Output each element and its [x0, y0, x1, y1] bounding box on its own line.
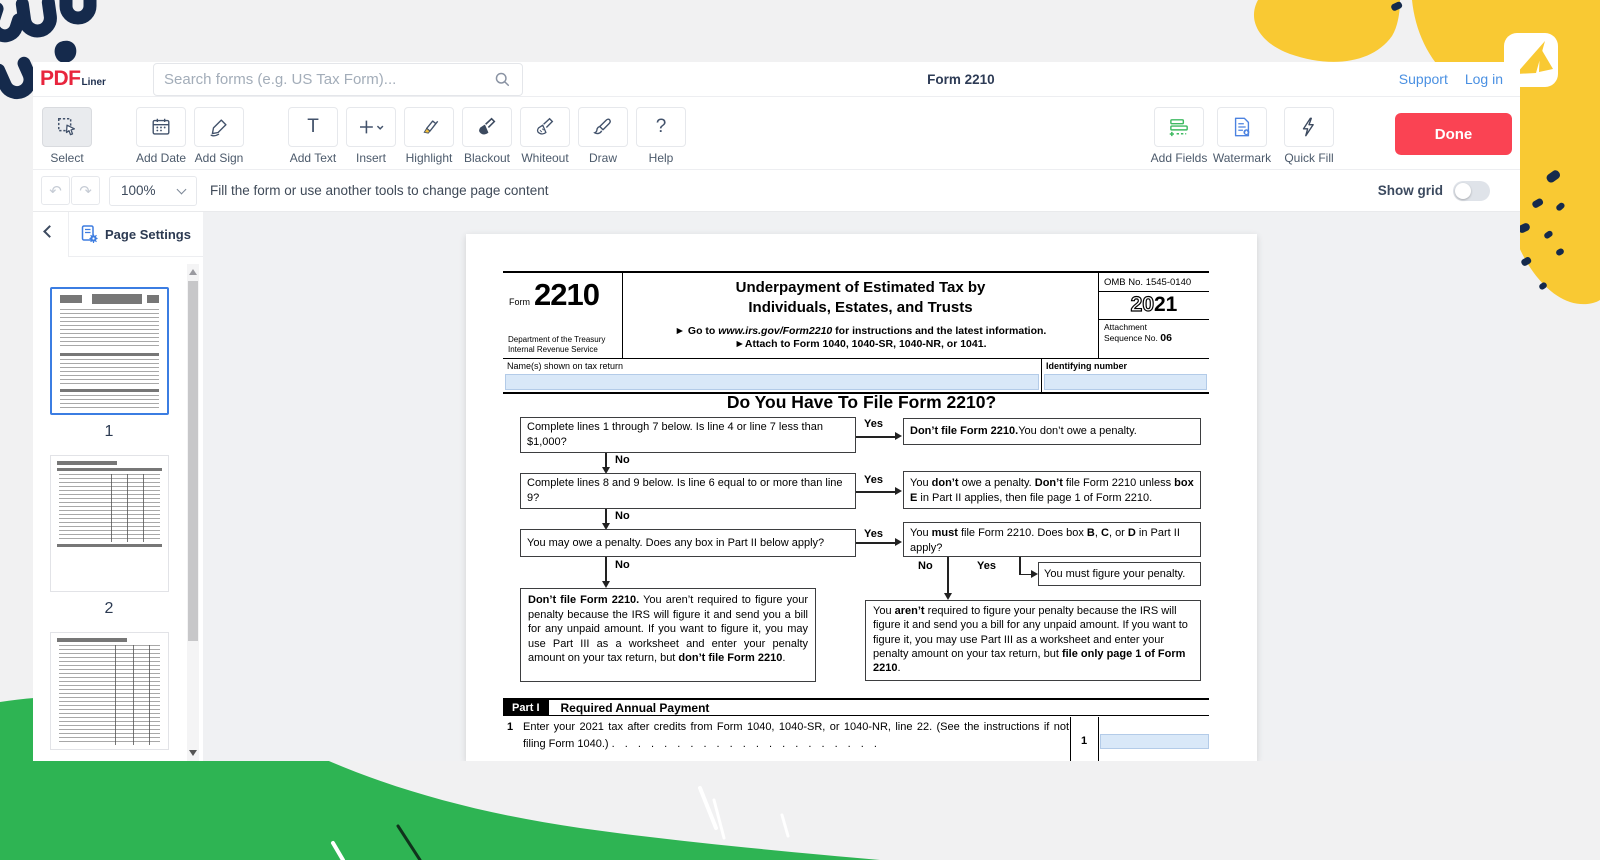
sidebar-scrollbar[interactable]: [187, 264, 199, 761]
scrollbar-thumb[interactable]: [188, 281, 198, 641]
zoom-select[interactable]: [109, 176, 197, 206]
arrow-right-icon: [895, 487, 902, 495]
calendar-icon: [150, 116, 172, 138]
arrow-down-icon: [602, 581, 610, 588]
dept-line1: Department of the Treasury: [508, 335, 606, 344]
yes-label-3: Yes: [864, 528, 883, 540]
plus-chevron-icon: [356, 116, 386, 138]
page-thumbnail-1[interactable]: [50, 287, 169, 415]
navy-comma: [55, 41, 77, 63]
add-date-button[interactable]: Add Date: [135, 107, 187, 169]
show-grid-label: Show grid: [1377, 183, 1443, 198]
redo-button[interactable]: [71, 176, 100, 205]
form-header: [503, 271, 1209, 394]
text-icon: T: [307, 116, 319, 137]
flowchart-title: Do You Have To File Form 2210?: [726, 392, 997, 412]
page-thumbnail-3[interactable]: [50, 632, 169, 750]
done-button[interactable]: Done: [1395, 113, 1512, 155]
line1-text: Enter your 2021 tax after credits from Form 1040, 1040-SR, or 1040-NR, line 22. (See the instructions if not filing Form 1040.) . . . . . . . . . . . . . . . . . . . . .: [523, 721, 1069, 750]
name-input-field[interactable]: [505, 374, 1039, 390]
help-button[interactable]: ? Help: [635, 107, 687, 169]
sequence-label: Sequence No. 06: [1104, 332, 1172, 344]
no-label-2: No: [615, 510, 630, 522]
flow-q1: Complete lines 1 through 7 below. Is line 4 or line 7 less than $1,000?: [520, 417, 856, 453]
arrow-right-icon: [1031, 570, 1038, 578]
page-thumbnail-2[interactable]: [50, 455, 169, 592]
undo-icon: ↶: [49, 182, 62, 200]
form-word: Form: [509, 297, 530, 307]
no-label-3: No: [615, 559, 630, 571]
form-line-1: [503, 717, 1209, 761]
arrow-down-icon: [944, 593, 952, 600]
page-number-1: 1: [104, 423, 114, 440]
scroll-down-icon[interactable]: [189, 750, 197, 756]
logo-pdf-text: PDF: [40, 67, 81, 90]
fields-icon: [1168, 116, 1191, 139]
watermark-doc-icon: [1231, 116, 1253, 138]
add-sign-button[interactable]: Add Sign: [193, 107, 245, 169]
zoom-value: 100%: [121, 183, 156, 198]
line1-row-number: 1: [1080, 735, 1088, 747]
attachment-label: Attachment: [1104, 322, 1147, 332]
select-tool-button[interactable]: Select: [41, 107, 93, 169]
flow-q3: You may owe a penalty. Does any box in Part II below apply?: [520, 529, 856, 557]
arrow-right-icon: [895, 538, 902, 546]
flow-right-final: You aren’t required to figure your penalty because the IRS will figure it and send you a bill for any unpaid amount. If you want to figure it, you may use Part III as a worksheet and enter your penalty amount on your tax return, but file only page 1 of Form 2210.: [865, 600, 1201, 681]
part1-title: Required Annual Payment: [560, 700, 710, 715]
pdf-editor-app: [33, 62, 1520, 761]
form-number: 2210: [534, 277, 599, 312]
chevron-down-icon: [177, 184, 187, 194]
flow-a1: Don’t file Form 2210. You don’t owe a penalty.: [903, 418, 1201, 445]
support-link[interactable]: Support: [1398, 71, 1448, 87]
watermark-button[interactable]: Watermark: [1211, 107, 1273, 169]
flow-q2: Complete lines 8 and 9 below. Is line 6 equal to or more than line 9?: [520, 473, 856, 509]
no-label-1: No: [615, 454, 630, 466]
toolbar-hint: Fill the form or use another tools to change page content: [210, 183, 549, 198]
part1-label: Part I: [503, 700, 549, 715]
no-label-4: No: [918, 560, 933, 572]
omb-number: OMB No. 1545-0140: [1099, 273, 1209, 292]
form-goto-line: ► Go to www.irs.gov/Form2210 for instructions and the latest information.: [674, 325, 1047, 337]
redo-icon: ↷: [79, 182, 92, 200]
whiteout-brush-icon: [534, 116, 556, 138]
flow-left-final: Don’t file Form 2210. You aren’t required to figure your penalty because the IRS will figure it and send you a bill for any unpaid amount. If you want to figure it, you may use Part III as a worksheet and enter your penalty amount on your tax return, but don’t file Form 2210.: [520, 588, 816, 682]
lightning-icon: [1298, 116, 1320, 138]
signature-pen-icon: [208, 116, 230, 138]
main-toolbar: [33, 97, 1520, 170]
question-icon: ?: [655, 116, 667, 137]
flow-must-figure: You must figure your penalty.: [1038, 562, 1201, 586]
form-attach-line: ►Attach to Form 1040, 1040-SR, 1040-NR, or 1041.: [734, 338, 987, 350]
whiteout-button[interactable]: Whiteout: [519, 107, 571, 169]
show-grid-toggle[interactable]: [1453, 181, 1490, 201]
form-title-line1: Underpayment of Estimated Tax by: [735, 279, 986, 296]
form-title-line2: Individuals, Estates, and Trusts: [748, 298, 973, 316]
tax-year: 2021: [1099, 292, 1209, 320]
add-text-button[interactable]: T Add Text: [287, 107, 339, 169]
dot-leaders: . . . . . . . . . . . . . . . . . . . . .: [611, 737, 877, 750]
search-box[interactable]: [153, 63, 523, 96]
login-link[interactable]: Log in: [1464, 71, 1503, 87]
select-cursor-icon: [56, 116, 78, 138]
arrow-right-icon: [895, 432, 902, 440]
yes-label-2: Yes: [864, 474, 883, 486]
scroll-up-icon[interactable]: [189, 269, 197, 275]
logo-liner-text: Liner: [81, 77, 106, 88]
pdfliner-logo[interactable]: [40, 67, 140, 91]
name-label: Name(s) shown on tax return: [507, 361, 624, 371]
identifying-number-field[interactable]: [1044, 374, 1207, 390]
dept-line2: Internal Revenue Service: [508, 345, 598, 354]
draw-button[interactable]: Draw: [577, 107, 629, 169]
blackout-button[interactable]: Blackout: [461, 107, 513, 169]
header-bar: [33, 62, 1520, 97]
undo-button[interactable]: [41, 176, 70, 205]
document-page: [466, 234, 1257, 761]
part1-header: [503, 698, 1209, 716]
sub-toolbar: [33, 170, 1520, 212]
yes-label-4: Yes: [977, 560, 996, 572]
page-settings-tab[interactable]: [68, 212, 203, 257]
paintbrush-icon: [592, 116, 614, 138]
pages-sidebar: [33, 212, 203, 761]
page-number-2: 2: [104, 600, 114, 617]
document-viewport: [203, 212, 1520, 761]
highlight-button[interactable]: Highlight: [403, 107, 455, 169]
identifying-number-label: Identifying number: [1046, 361, 1127, 371]
yes-label-1: Yes: [864, 418, 883, 430]
search-icon[interactable]: [493, 70, 512, 89]
search-input[interactable]: [164, 71, 493, 88]
quick-fill-button[interactable]: Quick Fill: [1279, 107, 1339, 169]
thumbnail-list: [33, 287, 185, 761]
line1-amount-field[interactable]: [1100, 734, 1209, 749]
page-settings-icon: [81, 225, 98, 243]
toggle-knob: [1455, 183, 1471, 199]
blackout-brush-icon: [476, 116, 498, 138]
collapse-sidebar-icon[interactable]: [43, 225, 56, 238]
highlighter-icon: [418, 116, 440, 138]
line1-number: 1: [507, 721, 514, 733]
flow-a2: You don’t owe a penalty. Don’t file Form 2210 unless box E in Part II applies, then file page 1 of Form 2210.: [903, 471, 1201, 509]
document-title: Form 2210: [927, 71, 995, 87]
page-settings-label: Page Settings: [105, 226, 191, 242]
add-fields-button[interactable]: Add Fields: [1153, 107, 1205, 169]
insert-button[interactable]: Insert: [345, 107, 397, 169]
flow-a3: You must file Form 2210. Does box B, C, or D in Part II apply?: [903, 522, 1201, 557]
